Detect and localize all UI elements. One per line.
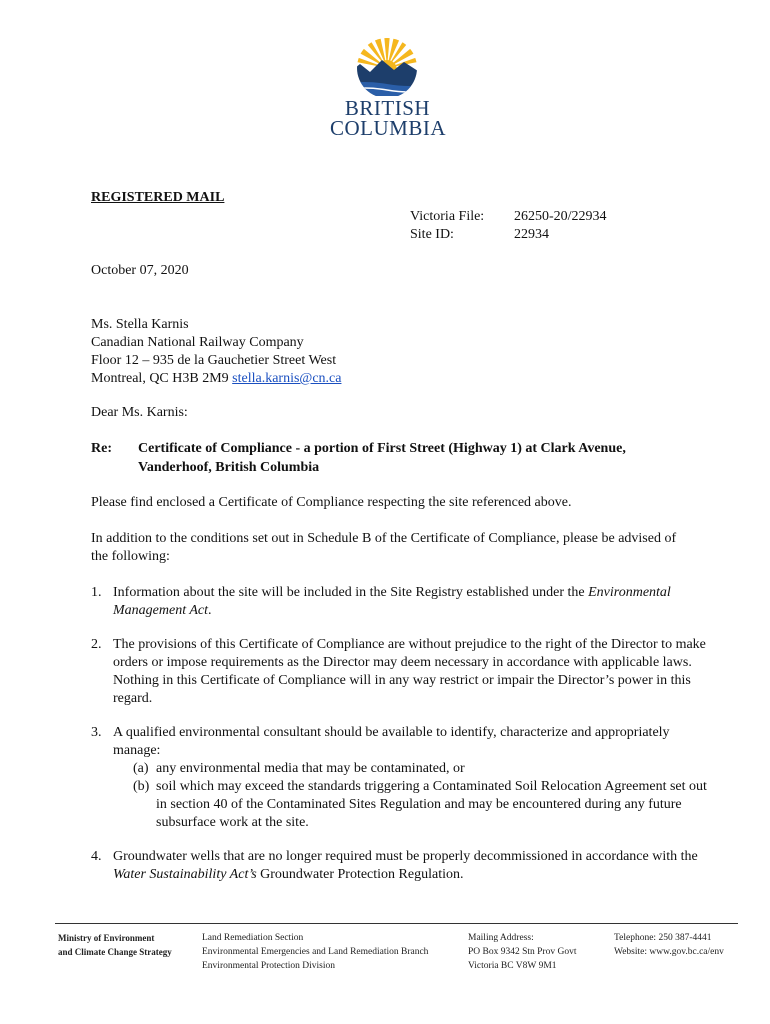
bc-logo <box>330 34 445 142</box>
list-item: 3. A qualified environmental consultant should be available to identify, characterize and appropriately manage: (a) any environmental media that may be contaminated, or (b) soil which may exceed the standards triggering a Contaminated Soil Relocation Agreement set out in section 40 of the Contaminated Sites Regulation and may be encountered during any future subsurface work at the site. <box>91 724 711 832</box>
letter-date: October 07, 2020 <box>91 263 189 278</box>
footer-contact <box>614 931 724 959</box>
logo-text-columbia: COLUMBIA <box>330 116 447 140</box>
list-item: 2. The provisions of this Certificate of Compliance are without prejudice to the right of the Director to make orders or impose requirements as the Director may deem necessary in accordance with applicable laws. Nothing in this Certificate of Compliance will in any way restrict or impair the Director’s power in this regard. <box>91 637 706 706</box>
subject-label: Re: <box>91 441 112 456</box>
registered-mail-heading: REGISTERED MAIL <box>91 190 225 205</box>
act-name: Water Sustainability Act’s <box>113 867 257 882</box>
footer-mailing: Mailing Address: PO Box 9342 Stn Prov Govt Victoria BC V8W 9M1 <box>468 933 577 971</box>
sub-list-item: (a) any environmental media that may be contaminated, or <box>133 761 465 776</box>
subject-text: Certificate of Compliance - a portion of First Street (Highway 1) at Clark Avenue, Vanderhoof, British Columbia <box>138 441 626 475</box>
recipient-street: Floor 12 – 935 de la Gauchetier Street West <box>91 353 337 368</box>
file-value: 26250-20/22934 <box>514 209 607 224</box>
footer-section: Land Remediation Section Environmental Emergencies and Land Remediation Branch Environmental Protection Division <box>202 933 429 971</box>
subject-line <box>91 439 638 477</box>
sun-mountain-icon <box>342 34 432 96</box>
recipient-city: Montreal, QC H3B 2M9 <box>91 371 229 386</box>
site-label: Site ID: <box>410 227 454 242</box>
footer-divider <box>55 923 738 924</box>
list-item: 1. Information about the site will be included in the Site Registry established under the Environmental Management Act. <box>91 585 671 618</box>
act-name: Environmental Management Act <box>113 585 671 618</box>
recipient-company: Canadian National Railway Company <box>91 335 304 350</box>
recipient-address <box>91 316 341 388</box>
list-item: 4. Groundwater wells that are no longer required must be properly decommissioned in accordance with the Water Sustainability Act’s Groundwater Protection Regulation. <box>91 849 698 882</box>
paragraph-conditions: In addition to the conditions set out in Schedule B of the Certificate of Compliance, please be advised of the following: <box>91 531 677 564</box>
numbered-list <box>91 584 711 900</box>
recipient-name: Ms. Stella Karnis <box>91 317 189 332</box>
footer-website: Website: www.gov.bc.ca/env <box>614 947 724 957</box>
sub-list-item: (b) soil which may exceed the standards triggering a Contaminated Soil Relocation Agreement set out in section 40 of the Contaminated Sites Regulation and may be encountered during any future subsurface work at the site. <box>133 779 707 830</box>
logo-text-british: BRITISH <box>344 96 431 120</box>
file-info <box>410 208 607 244</box>
salutation: Dear Ms. Karnis: <box>91 405 188 420</box>
recipient-email-link[interactable]: stella.karnis@cn.ca <box>232 371 342 386</box>
footer-ministry: Ministry of Environment and Climate Change Strategy <box>58 933 172 957</box>
footer-telephone: Telephone: 250 387-4441 <box>614 933 712 943</box>
file-label: Victoria File: <box>410 209 485 224</box>
paragraph-enclosed: Please find enclosed a Certificate of Compliance respecting the site referenced above. <box>91 495 572 510</box>
site-value: 22934 <box>514 227 549 242</box>
